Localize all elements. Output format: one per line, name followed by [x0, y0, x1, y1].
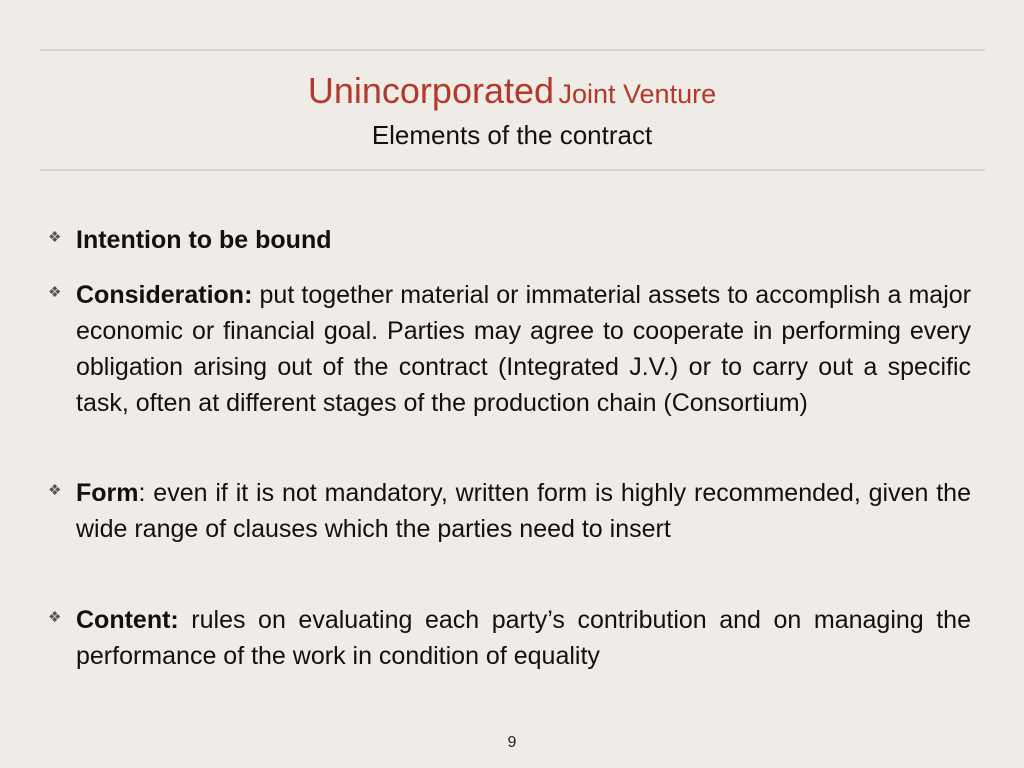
bullet-term: Consideration: — [76, 281, 253, 309]
bullet-diamond-icon: ❖ — [48, 482, 62, 499]
page-number: 9 — [507, 734, 517, 751]
top-divider — [40, 49, 985, 51]
bullet-text — [76, 602, 971, 674]
slide-subtitle: Elements of the contract — [371, 120, 653, 150]
bullet-diamond-icon: ❖ — [48, 284, 62, 301]
bullet-diamond-icon: ❖ — [48, 229, 62, 246]
bullet-text — [76, 475, 971, 547]
bullet-text — [76, 222, 971, 258]
bullet-text — [76, 277, 971, 421]
title-main: Unincorporated — [307, 70, 555, 111]
bullet-diamond-icon: ❖ — [48, 609, 62, 626]
bullet-body: put together material or immaterial assets to accomplish a major economic or financial goal. Parties may agree to cooperate in performing every obligation arising out of the contract (Integrated J.V.) or to carry out a specific task, often at different stages of the production chain (Consortium) — [76, 281, 971, 417]
bullet-term: Content: — [76, 606, 179, 634]
slide-title — [0, 70, 1024, 112]
bullet-term: Form — [76, 479, 139, 507]
title-rest: Joint Venture — [558, 79, 717, 109]
bullet-term: Intention to be bound — [76, 226, 332, 254]
subtitle-divider — [40, 169, 985, 171]
bullet-body: : even if it is not mandatory, written form is highly recommended, given the wide range of clauses which the parties need to insert — [76, 479, 971, 543]
bullet-body: rules on evaluating each party’s contribution and on managing the performance of the work in condition of equality — [76, 606, 971, 670]
